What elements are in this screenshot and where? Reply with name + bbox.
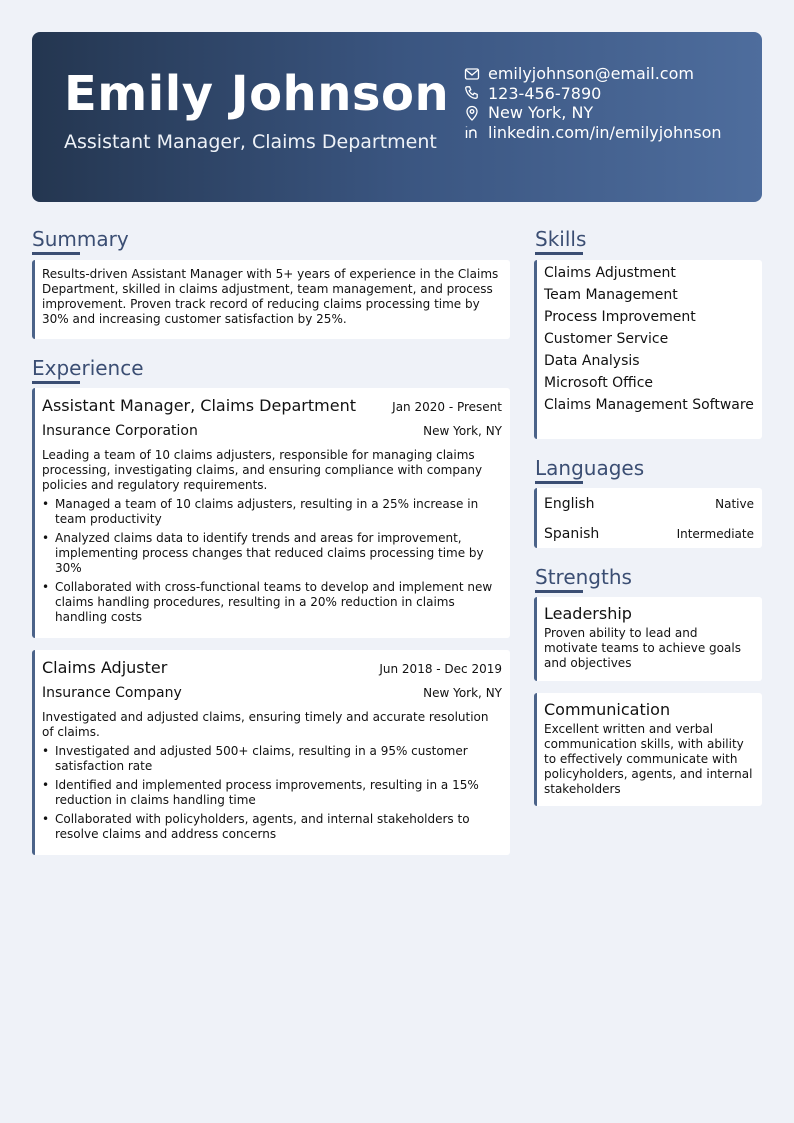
job-bullet: • Analyzed claims data to identify trends and areas for improvement, implementing process changes that reduced claims processing time by 30% <box>42 531 502 576</box>
language-level: Native <box>715 497 754 511</box>
language-row <box>544 522 754 546</box>
contact-phone-text: 123-456-7890 <box>488 83 602 103</box>
language-name: Spanish <box>544 526 600 542</box>
job-description: Leading a team of 10 claims adjusters, responsible for managing claims processing, investigating claims, and ensuring compliance with company policies and regulatory requirements. <box>42 448 483 492</box>
skill-item: Customer Service <box>544 331 669 347</box>
job-dates: Jan 2020 - Present <box>392 400 502 414</box>
job-bullets <box>42 497 502 625</box>
summary-underline <box>32 252 80 255</box>
job-company: Insurance Corporation <box>42 423 198 439</box>
job-card <box>32 388 510 638</box>
experience-underline <box>32 381 80 384</box>
skill-item: Data Analysis <box>544 353 640 369</box>
linkedin-icon <box>464 124 480 140</box>
job-bullet: • Collaborated with cross-functional teams to develop and implement new claims handling procedures, resulting in a 20% reduction in claims handling costs <box>42 580 502 625</box>
job-bullets <box>42 744 502 842</box>
languages-underline <box>535 481 583 484</box>
skill-item: Microsoft Office <box>544 375 654 391</box>
mail-icon <box>464 66 480 82</box>
strengths-heading: Strengths <box>535 565 632 589</box>
job-description: Investigated and adjusted claims, ensuring timely and accurate resolution of claims. <box>42 710 489 739</box>
contact-phone[interactable] <box>464 84 722 104</box>
strength-text: Proven ability to lead and motivate teams to achieve goals and objectives <box>544 626 741 670</box>
candidate-name: Emily Johnson <box>64 66 450 122</box>
skills-heading: Skills <box>535 227 587 251</box>
contact-email-text: emilyjohnson@email.com <box>488 64 694 84</box>
strength-card <box>534 597 762 681</box>
job-title: Assistant Manager, Claims Department <box>42 396 356 415</box>
strength-card <box>534 693 762 806</box>
strength-title: Communication <box>544 700 671 719</box>
phone-icon <box>464 85 480 101</box>
job-bullet: • Managed a team of 10 claims adjusters, resulting in a 25% increase in team productivity <box>42 497 502 527</box>
job-bullet: • Identified and implemented process improvements, resulting in a 15% reduction in claims handling time <box>42 778 502 808</box>
job-location: New York, NY <box>423 686 502 700</box>
experience-heading: Experience <box>32 356 144 380</box>
contact-linkedin[interactable] <box>464 123 722 143</box>
skill-item: Claims Management Software <box>544 397 754 413</box>
candidate-title: Assistant Manager, Claims Department <box>64 131 437 153</box>
job-bullet: • Investigated and adjusted 500+ claims, resulting in a 95% customer satisfaction rate <box>42 744 502 774</box>
languages-heading: Languages <box>535 456 645 480</box>
strength-title: Leadership <box>544 604 632 623</box>
skills-underline <box>535 252 583 255</box>
skill-item: Team Management <box>544 287 678 303</box>
job-location: New York, NY <box>423 424 502 438</box>
skills-card <box>534 260 762 439</box>
contact-linkedin-text: linkedin.com/in/emilyjohnson <box>488 122 722 142</box>
language-name: English <box>544 496 595 512</box>
job-bullet: • Collaborated with policyholders, agents, and internal stakeholders to resolve claims and address concerns <box>42 812 502 842</box>
job-card <box>32 650 510 855</box>
job-company: Insurance Company <box>42 685 182 701</box>
summary-text: Results-driven Assistant Manager with 5+ years of experience in the Claims Department, skilled in claims adjustment, team management, and process improvement. Proven track record of reducing claims processing time by 30% and increasing customer satisfaction by 25%. <box>42 267 499 326</box>
strengths-underline <box>535 590 583 593</box>
skill-item: Process Improvement <box>544 309 696 325</box>
job-dates: Jun 2018 - Dec 2019 <box>379 662 502 676</box>
contact-location-text: New York, NY <box>488 103 594 123</box>
languages-card <box>534 488 762 548</box>
skill-item: Claims Adjustment <box>544 265 676 281</box>
summary-card <box>32 260 510 339</box>
summary-heading: Summary <box>32 227 129 251</box>
location-icon <box>464 105 480 121</box>
language-level: Intermediate <box>676 527 754 541</box>
contact-email[interactable] <box>464 64 722 84</box>
language-row <box>544 492 754 516</box>
job-title: Claims Adjuster <box>42 658 168 677</box>
strength-text: Excellent written and verbal communication skills, with ability to effectively communicate with policyholders, agents, and internal stakeholders <box>544 722 753 796</box>
contact-list <box>464 64 722 142</box>
contact-location <box>464 103 722 123</box>
resume-header <box>32 32 762 202</box>
